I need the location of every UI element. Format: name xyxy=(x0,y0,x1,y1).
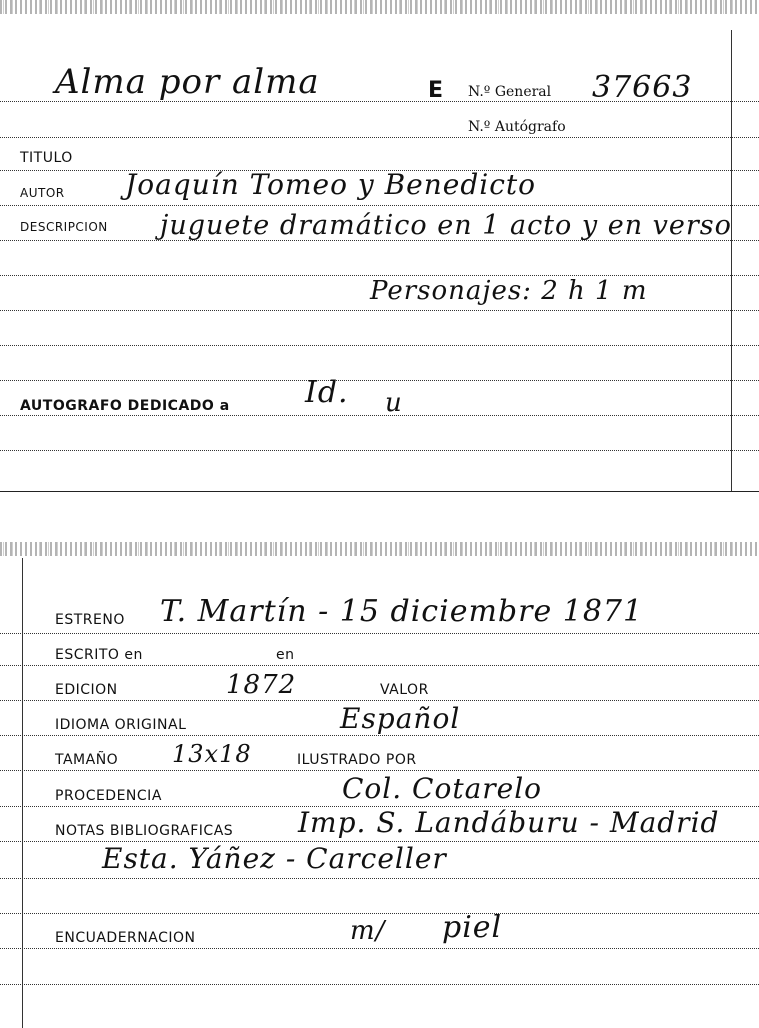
autografo-dedicado-label: AUTOGRAFO DEDICADO a xyxy=(20,398,230,414)
tamano-value: 13x18 xyxy=(172,740,252,768)
ruled-line xyxy=(0,205,759,206)
ruled-line xyxy=(0,700,759,701)
escrito-en-label: en xyxy=(276,647,295,663)
personajes-value: Personajes: 2 h 1 m xyxy=(370,276,648,306)
catalog-card-bottom xyxy=(0,538,759,1028)
numero-general-value: 37663 xyxy=(592,70,693,105)
card-left-margin-line xyxy=(22,558,23,1028)
ruled-line xyxy=(0,137,759,138)
titulo-label: TITULO xyxy=(20,150,73,166)
ruled-line xyxy=(0,665,759,666)
autor-value: Joaquín Tomeo y Benedicto xyxy=(125,168,536,201)
e-mark: E xyxy=(428,78,444,103)
torn-edge-top xyxy=(0,542,759,556)
edicion-value: 1872 xyxy=(226,670,297,700)
ruled-line xyxy=(0,310,759,311)
ruled-line xyxy=(0,380,759,381)
numero-general-label: N.º General xyxy=(468,84,552,100)
notas-bibliograficas-value-1: Imp. S. Landáburu - Madrid xyxy=(298,806,720,839)
ruled-line xyxy=(0,633,759,634)
estreno-label: ESTRENO xyxy=(55,612,125,628)
procedencia-value: Col. Cotarelo xyxy=(342,772,543,805)
estreno-value: T. Martín - 15 diciembre 1871 xyxy=(160,594,644,629)
descripcion-value: juguete dramático en 1 acto y en verso xyxy=(160,210,732,241)
ruled-line xyxy=(0,735,759,736)
encuadernacion-value-1: m/ xyxy=(350,916,386,946)
ruled-line xyxy=(0,913,759,914)
encuadernacion-label: ENCUADERNACION xyxy=(55,930,196,946)
ruled-line xyxy=(0,770,759,771)
card-bottom-border xyxy=(0,491,759,492)
descripcion-label: DESCRIPCION xyxy=(20,220,108,234)
catalog-card-top xyxy=(0,0,759,492)
ruled-line xyxy=(0,878,759,879)
autografo-dedicado-value-2: u xyxy=(385,388,403,418)
tamano-label: TAMAÑO xyxy=(55,752,119,768)
encuadernacion-value-2: piel xyxy=(442,910,503,945)
torn-edge-top xyxy=(0,0,759,14)
ilustrado-por-label: ILUSTRADO POR xyxy=(297,752,417,768)
ruled-line xyxy=(0,450,759,451)
card-right-margin-line xyxy=(731,30,732,492)
ruled-line xyxy=(0,948,759,949)
ruled-line xyxy=(0,415,759,416)
numero-autografo-label: N.º Autógrafo xyxy=(468,119,566,135)
ruled-line xyxy=(0,984,759,985)
ruled-line xyxy=(0,345,759,346)
autografo-dedicado-value-1: Id. xyxy=(305,375,349,410)
idioma-original-label: IDIOMA ORIGINAL xyxy=(55,717,187,733)
notas-bibliograficas-label: NOTAS BIBLIOGRAFICAS xyxy=(55,823,234,839)
procedencia-label: PROCEDENCIA xyxy=(55,788,162,804)
idioma-original-value: Español xyxy=(340,702,461,735)
handwritten-title: Alma por alma xyxy=(55,62,320,102)
autor-label: AUTOR xyxy=(20,186,65,200)
valor-label: VALOR xyxy=(380,682,429,698)
notas-bibliograficas-value-2: Esta. Yáñez - Carceller xyxy=(102,842,447,875)
edicion-label: EDICION xyxy=(55,682,118,698)
escrito-label: ESCRITO en xyxy=(55,647,143,663)
